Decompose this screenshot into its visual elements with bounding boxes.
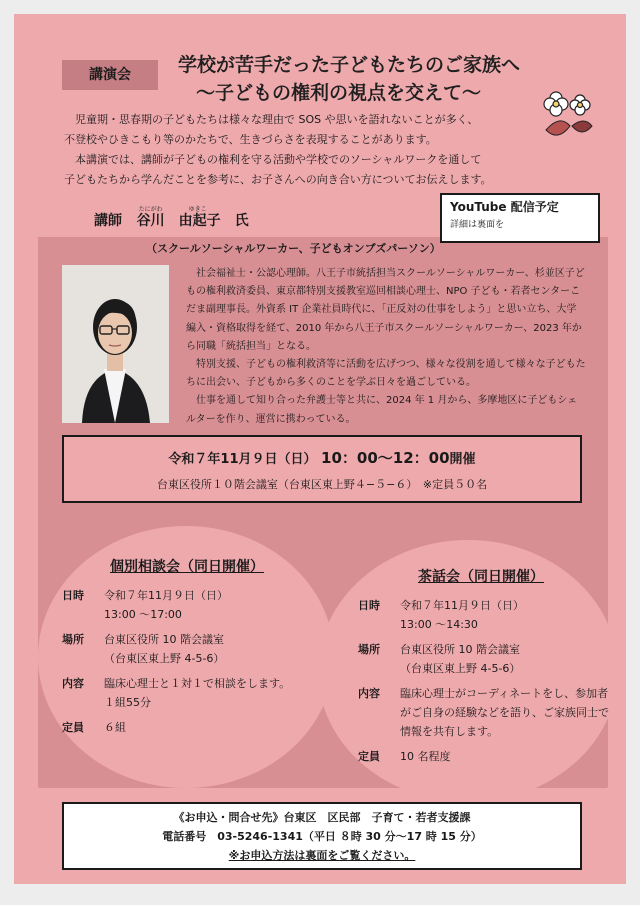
event-venue: 台東区役所１０階会議室（台東区東上野４−５−６） ※定員５０名 (156, 478, 488, 491)
youtube-box (440, 193, 600, 243)
row-key: 内容 (62, 677, 84, 690)
consult-row-content (62, 674, 322, 712)
event-datetime-box (62, 435, 582, 503)
row-value (400, 640, 610, 678)
contact-note: ※お申込方法は裏面をご覧ください。 (228, 849, 416, 862)
row-value-1: 10 名程度 (400, 750, 451, 763)
event-held: 開催 (449, 452, 476, 467)
lecturer-name: 谷川 由起子 氏 (136, 213, 249, 229)
row-key: 日時 (62, 589, 84, 602)
intro-text (64, 110, 534, 190)
lecturer-kana-given: ゆきこ (188, 206, 207, 213)
lecturer-bio (186, 265, 586, 429)
flower-icon (570, 95, 590, 115)
tea-row-capacity (358, 747, 610, 766)
row-value-1: 台東区役所 10 階会議室 (104, 633, 224, 646)
lecturer-label: 講師 (94, 213, 122, 229)
portrait-illustration (62, 265, 169, 423)
intro-line: 不登校やひきこもり等のかたちで、生きづらさを表現することがあります。 (64, 133, 437, 146)
row-value (400, 596, 610, 634)
title-line-1: 学校が苦手だった子どもたちのご家族へ (178, 54, 521, 76)
row-value-1: 台東区役所 10 階会議室 (400, 643, 520, 656)
lecturer-kana-family: たにがわ (138, 206, 163, 213)
row-value-1: 令和７年11月９日（日） (400, 599, 524, 612)
row-key: 場所 (62, 633, 84, 646)
row-key: 定員 (62, 721, 84, 734)
lecturer-photo (62, 265, 169, 423)
bio-paragraph: 特別支援、子どもの権利救済等に活動を広げつつ、様々な役割を通して様々な子どもたちに出会い、子どもから多くのことを学ぶ日々を過ごしている。 (186, 359, 586, 389)
bio-paragraph: 社会福祉士・公認心理師。八王子市統括担当スクールソーシャルワーカー、杉並区子どもの権利救済委員、東京都特別支援教室巡回相談心理士、NPO 子ども・若者センターこだま副理事長。外資系 IT 企業社員時代に、「正反対の仕事をしよう」と思い立ち、大学編入・資格取得を経て、2010 年から八王子市スクールソーシャルワーカー、2023 年から同職「統括担当」となる。 (186, 268, 585, 352)
row-key: 定員 (358, 750, 380, 763)
consult-row-place (62, 630, 322, 668)
youtube-heading (450, 198, 590, 215)
intro-line: 子どもたちから学んだことを参考に、お子さんへの向き合い方についてお伝えします。 (64, 173, 492, 186)
row-key: 場所 (358, 643, 380, 656)
row-value (104, 586, 322, 624)
row-value-2: 13:00 〜14:30 (400, 618, 478, 631)
row-value-2: 13:00 〜17:00 (104, 608, 182, 621)
consult-info (62, 586, 322, 743)
leaf-icon (572, 121, 592, 132)
youtube-name: YouTube (450, 200, 507, 214)
row-key: 内容 (358, 687, 380, 700)
lecturer-name-wrap (136, 206, 249, 229)
flower-icon (544, 92, 568, 116)
row-key: 日時 (358, 599, 380, 612)
intro-line: 本講演では、講師が子どもの権利を守る活動や学校でのソーシャルワークを通して (75, 153, 482, 166)
lecturer-role: （スクールソーシャルワーカー、子どもオンブズパーソン） (146, 242, 441, 255)
row-value-1: 臨床心理士と１対１で相談をします。 (104, 677, 291, 690)
youtube-label: 配信予定 (510, 200, 559, 214)
row-value-1: ６組 (104, 721, 126, 734)
event-date-line (64, 447, 580, 468)
row-value-1: 臨床心理士がコーディネートをし、参加者がご自身の経験などを語り、ご家族同士で情報を共有します。 (400, 687, 609, 738)
tea-row-content (358, 684, 610, 741)
event-time: 10：00〜12：00 (321, 449, 450, 467)
row-value-1: 令和７年11月９日（日） (104, 589, 228, 602)
title-line-2: 〜子どもの権利の視点を交えて〜 (196, 82, 482, 104)
tea-row-datetime (358, 596, 610, 634)
row-value-2: １組55分 (104, 696, 151, 709)
leaf-icon (546, 121, 570, 135)
consult-row-datetime (62, 586, 322, 624)
intro-line: 児童期・思春期の子どもたちは様々な理由で SOS や思いを語れないことが多く、 (75, 113, 479, 126)
row-value (104, 674, 322, 712)
event-date: 令和７年11月９日（日） (168, 452, 317, 467)
consult-row-capacity (62, 718, 322, 737)
tea-row-place (358, 640, 610, 678)
flower-illustration (536, 86, 596, 146)
lecturer-heading (94, 206, 249, 230)
row-value-2: （台東区東上野 4-5-6） (104, 652, 225, 665)
contact-box (62, 802, 582, 870)
tea-title: 茶話会（同日開催） (418, 569, 544, 585)
bio-paragraph: 仕事を通して知り合った弁護士等と共に、2024 年 1 月から、多摩地区に子どもシェルターを作り、運営に携わっている。 (186, 395, 578, 425)
youtube-detail: 詳細は裏面を (450, 220, 505, 230)
lecture-tag: 講演会 (62, 60, 158, 90)
consult-title: 個別相談会（同日開催） (110, 559, 264, 575)
row-value-2: （台東区東上野 4-5-6） (400, 662, 521, 675)
contact-office: 《お申込・問合せ先》台東区 区民部 子育て・若者支援課 (173, 811, 471, 824)
contact-phone: 電話番号 03-5246-1341（平日 ８時 30 分〜17 時 15 分） (162, 830, 482, 843)
tea-info (358, 596, 610, 772)
row-value (104, 630, 322, 668)
